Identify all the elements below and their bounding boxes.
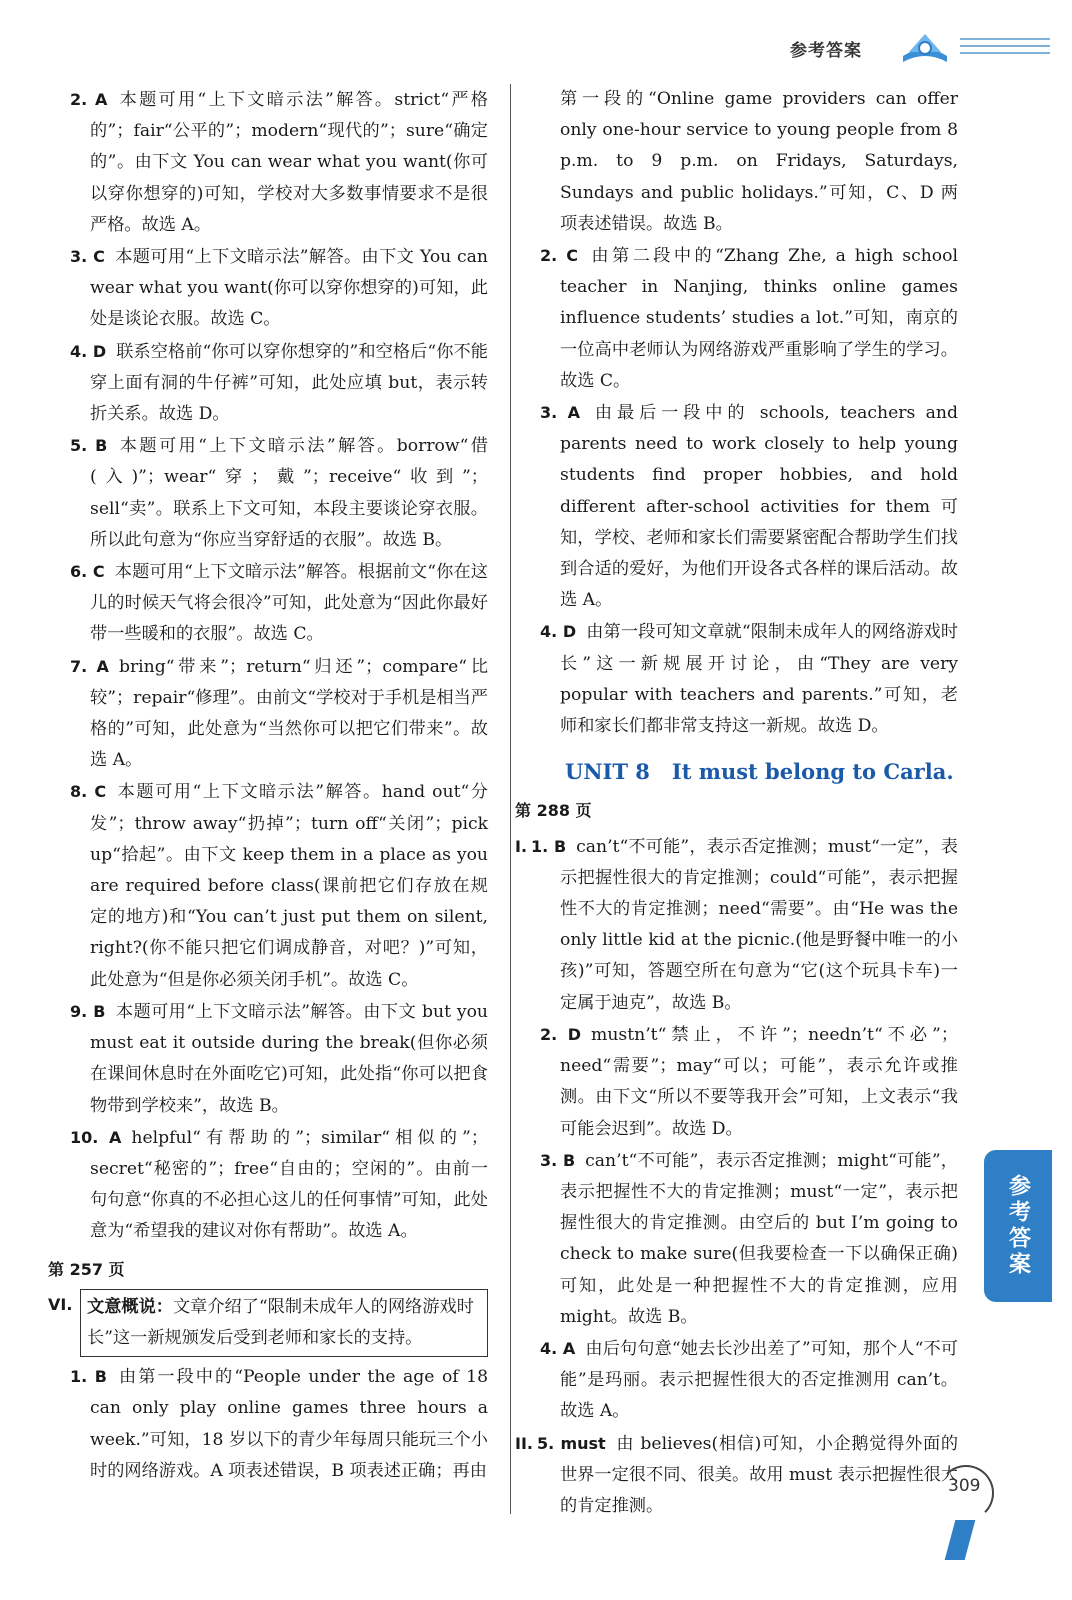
answer-continuation: 第一段的“Online game providers can offer only one-hour service to young people from 8 p.m. to 9 p.m. on Fridays, Saturdays, Sundays and public holidays.”可知，C、D 两项表述错误。故选 B。 [560,89,958,234]
summary-box [80,1289,488,1357]
answer-item: 2. A 本题可用“上下文暗示法”解答。strict“严格的”；fair“公平的”；modern“现代的”；sure“确定的”。由下文 You can wear what you want(你可以穿你想穿的)可知，学校对大多数事情要求不是很严格。故选 A。 [70,90,488,235]
summary-text: 文章介绍了“限制未成年人的网络游戏时长”这一新规颁发后受到老师和家长的支持。 [87,1296,474,1348]
summary-label: 文意概说： [87,1296,173,1317]
answer-item: 8. C 本题可用“上下文暗示法”解答。hand out“分发”；throw away“扔掉”；turn off“关闭”；pick up“拾起”。由下文 keep them in a place as you are required before class(课前把它们存放在规定的地方)和“You can’t just put them on silent, right?(你不能只把它们调成静音，对吧？)”可知，此处意为“但是你必须关闭手机”。故选 C。 [70,782,488,990]
page-number: 309 [948,1476,981,1496]
corner-decoration [945,1520,976,1560]
answer-item: 5. B 本题可用“上下文暗示法”解答。borrow“借(入)”；wear“穿；戴”；receive“收到”；sell“卖”。联系上下文可知，本段主要谈论穿衣服。所以此句意为“你应当穿舒适的衣服”。故选 B。 [70,436,488,550]
page-header [740,28,1050,78]
answer-item: 4. D 由第一段可知文章就“限制未成年人的网络游戏时长”这一新规展开讨论，由“They are very popular with teachers and parents.”可知，老师和家长们都非常支持这一新规。故选 D。 [540,622,959,737]
header-rule-lines [960,38,1050,59]
answer-item: 1. B 由第一段中的“People under the age of 18 can only play online games three hours a week.”可知，18 岁以下的青少年每周只能玩三个小时的网络游戏。A 项表述错误，B 项表述正确；再由 [70,1367,489,1481]
section-label: VI. [48,1294,73,1314]
side-tab-answers[interactable] [984,1150,1052,1302]
column-divider [510,84,511,1514]
answer-item: 3. C 本题可用“上下文暗示法”解答。由下文 You can wear what you want(你可以穿你想穿的)可知，此处是谈论衣服。故选 C。 [70,247,489,330]
side-tab-label: 参考答案 [1005,1174,1031,1278]
page-reference: 第 257 页 [48,1259,125,1279]
book-logo-icon [895,28,955,68]
unit-heading: UNIT 8 It must belong to Carla. [565,759,954,785]
left-column [48,84,489,1487]
answer-item: 6. C 本题可用“上下文暗示法”解答。根据前文“你在这儿的时候天气将会很冷”可知，此处意为“因此你最好带一些暖和的衣服”。故选 C。 [70,562,488,645]
header-title: 参考答案 [790,41,862,61]
answer-item: 4. A 由后句句意“她去长沙出差了”可知，那个人“不可能”是玛丽。表示把握性很大的否定推测用 can’t。故选 A。 [540,1338,958,1422]
answer-item: 4. D 联系空格前“你可以穿你想穿的”和空格后“你不能穿上面有洞的牛仔裤”可知，此处应填 but，表示转折关系。故选 D。 [70,341,488,425]
answer-item: II. 5. must 由 believes(相信)可知，小企鹅觉得外面的世界一定很不同、很美。故用 must 表示把握性很大的肯定推测。 [515,1433,959,1516]
answer-item: 2. D mustn’t“禁止，不许”；needn’t“不必”；need“需要”；may“可以；可能”，表示允许或推测。由下文“所以不要等我开会”可知，上文表示“我可能会迟到”。故选 D。 [540,1024,959,1139]
answer-item: 9. B 本题可用“上下文暗示法”解答。由下文 but you must eat it outside during the break(但你必须在课间休息时在外面吃它)可知，此处指“你可以把食物带到学校来”，故选 B。 [70,1001,488,1116]
answer-item: 10. A helpful“有帮助的”；similar“相似的”；secret“秘密的”；free“自由的；空闲的”。由前一句句意“你真的不必担心这儿的任何事情”可知，此处意为“希望我的建议对你有帮助”。故选 A。 [70,1127,489,1242]
answer-item: 2. C 由第二段中的“Zhang Zhe, a high school teacher in Nanjing, thinks online games influence students’ studies a lot.”可知，南京的一位高中老师认为网络游戏严重影响了学生的学习。故选 C。 [540,246,958,391]
answer-item: 3. A 由最后一段中的 schools, teachers and parents need to work closely to help young students find proper hobbies, and hold different after-school activities for them 可知，学校、老师和家长们需要紧密配合帮助学生们找到合适的爱好，为他们开设各式各样的课后活动。故选 A。 [540,403,958,611]
right-column [515,84,959,1522]
answer-item: 7. A bring“带来”；return“归还”；compare“比较”；repair“修理”。由前文“学校对于手机是相当严格的”可知，此处意为“当然你可以把它们带来”。故选 A。 [70,656,489,771]
summary-block [48,1289,488,1357]
answer-item: 3. B can’t“不可能”，表示否定推测；might“可能”，表示把握性不大的肯定推测；must“一定”，表示把握性很大的肯定推测。由空后的 but I’m going to check to make sure(但我要检查一下以确保正确)可知，此处是一种把握性不大的肯定推测，应用 might。故选 B。 [540,1150,958,1327]
answer-item: I. 1. B can’t“不可能”，表示否定推测；must“一定”，表示把握性很大的肯定推测；could“可能”，表示把握性不大的肯定推测；need“需要”。由“He was the only little kid at the picnic.(他是野餐中唯一的小孩)”可知，答题空所在句意为“它(这个玩具卡车)一定属于迪克”，故选 B。 [515,836,958,1013]
page-reference: 第 288 页 [515,801,592,821]
